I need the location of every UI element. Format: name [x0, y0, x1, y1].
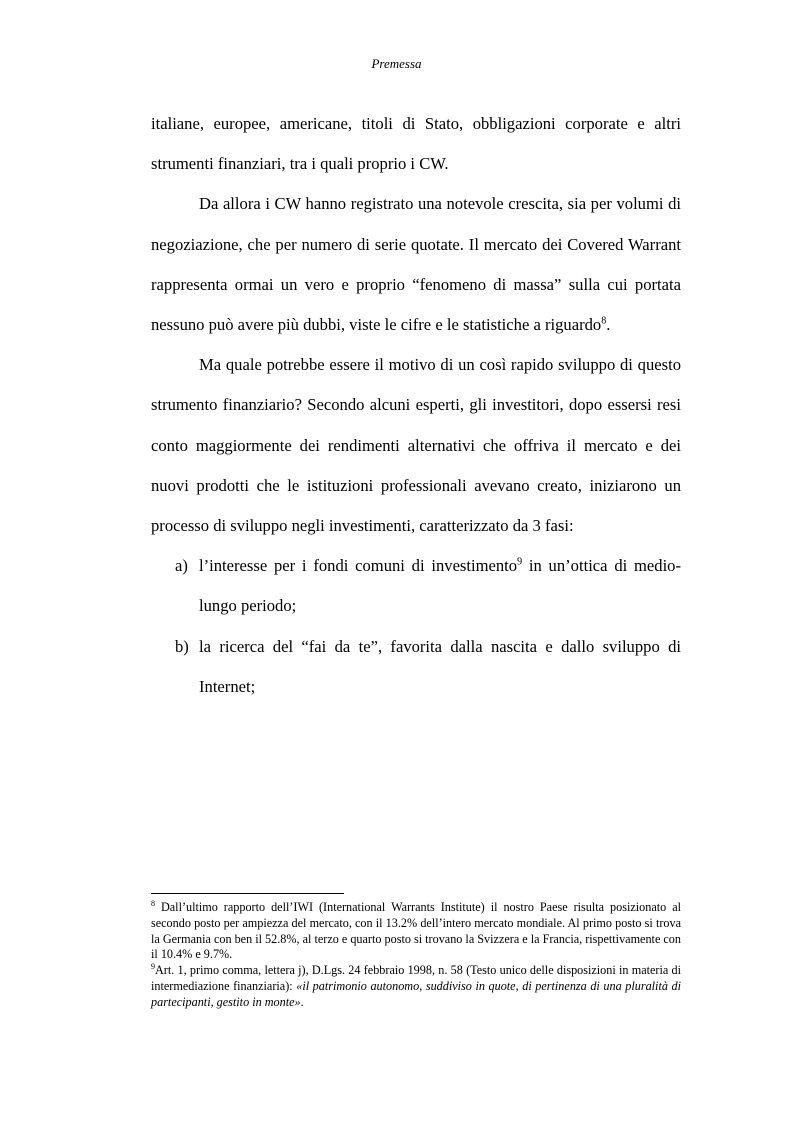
list-item-b	[151, 627, 681, 707]
footnote-9-number: 9	[151, 962, 155, 972]
paragraph-2	[151, 184, 681, 345]
paragraph-2-text: Da allora i CW hanno registrato una notevole crescita, sia per volumi di negoziazione, che per numero di serie quotate. Il mercato dei Covered Warrant rappresenta ormai un vero e proprio “fenomeno di massa” sulla cui portata nessuno può avere più dubbi, viste le cifre e le statistiche a riguardo	[151, 194, 681, 335]
footnote-ref-8[interactable]: 8	[601, 315, 607, 327]
list-marker-b: b)	[175, 636, 189, 656]
list-item-a	[151, 546, 681, 626]
footnote-9-end: .	[300, 994, 304, 1009]
list-marker-a: a)	[175, 556, 188, 576]
footnote-ref-9[interactable]: 9	[517, 556, 523, 568]
list-item-b-text: la ricerca del “fai da te”, favorita dalla nascita e dallo sviluppo di Internet;	[199, 636, 681, 696]
phases-list	[151, 546, 681, 707]
footnotes	[151, 900, 681, 1011]
footnote-9-quote: «il patrimonio autonomo, suddiviso in quote, di pertinenza di una pluralità di partecipanti, gestito in monte»	[151, 978, 681, 1009]
footnote-8-text: Dall’ultimo rapporto dell’IWI (International Warrants Institute) il nostro Paese risulta posizionato al secondo posto per ampiezza del mercato, con il 13.2% dell’intero mercato mondiale. Al primo posto si trova la Germania con ben il 52.8%, al terzo e quarto posto si trovano la Svizzera e la Francia, rispettivamente con il 10.4% e 9.7%.	[151, 900, 681, 962]
footnote-8-number: 8	[151, 898, 155, 908]
paragraph-3: Ma quale potrebbe essere il motivo di un così rapido sviluppo di questo strumento finanziario? Secondo alcuni esperti, gli investitori, dopo essersi resi conto maggiormente dei rendimenti alternativi che offriva il mercato e dei nuovi prodotti che le istituzioni professionali avevano creato, iniziarono un processo di sviluppo negli investimenti, caratterizzato da 3 fasi:	[151, 355, 681, 536]
footnote-9-text: Art. 1, primo comma, lettera j), D.Lgs. 24 febbraio 1998, n. 58 (Testo unico delle disposizioni in materia di intermediazione finanziaria):	[151, 963, 681, 993]
list-item-a-end: in un’ottica di medio-lungo periodo;	[199, 556, 682, 616]
footnote-8	[151, 900, 681, 963]
list-item-a-text: l’interesse per i fondi comuni di investimento	[199, 556, 518, 576]
body-text	[151, 104, 681, 707]
footnote-9	[151, 963, 681, 1010]
page-header: Premessa	[371, 56, 422, 71]
footnote-separator	[151, 893, 344, 894]
paragraph-2-end: .	[606, 315, 611, 335]
paragraph-1: italiane, europee, americane, titoli di Stato, obbligazioni corporate e altri strumenti finanziari, tra i quali proprio i CW.	[151, 114, 681, 174]
